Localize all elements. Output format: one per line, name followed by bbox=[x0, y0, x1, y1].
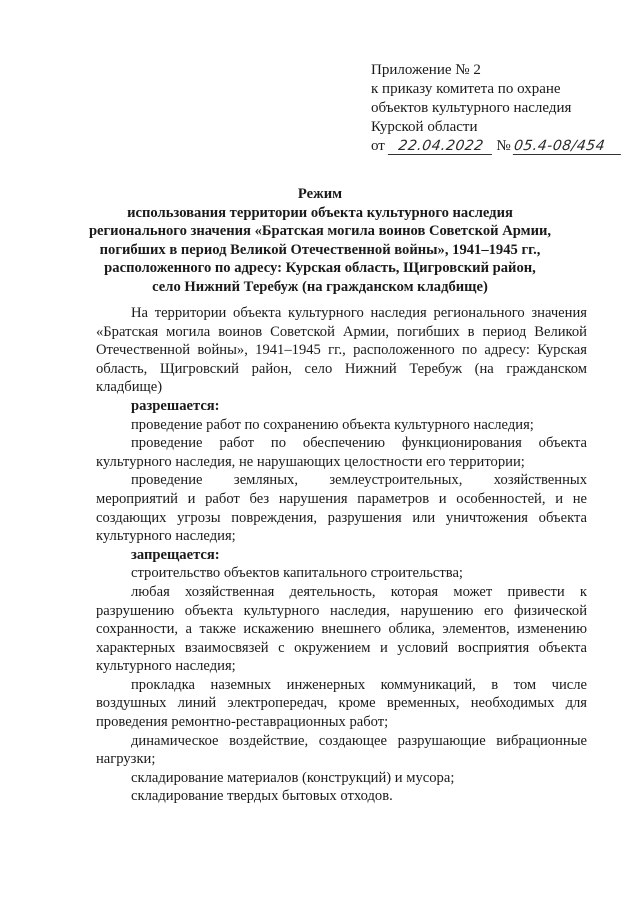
title-line: погибших в период Великой Отечественной войны», 1941–1945 гг., bbox=[99, 241, 541, 258]
allowed-item: проведение земляных, землеустроительных, хозяйственных мероприятий и работ без нарушения параметров и особенностей, и не создающих угрозы повреждения, разрушения или уничтожения объекта культурного наследия; bbox=[96, 472, 587, 545]
document-title bbox=[60, 185, 580, 297]
allowed-item: проведение работ по обеспечению функционирования объекта культурного наследия, не нарушающих целостности его территории; bbox=[96, 435, 587, 470]
number-prefix: № bbox=[496, 138, 511, 154]
forbidden-item: складирование материалов (конструкций) и мусора; bbox=[131, 769, 455, 786]
date-prefix: от bbox=[371, 138, 385, 154]
appendix-committee: объектов культурного наследия bbox=[371, 100, 572, 116]
title-line: регионального значения «Братская могила воинов Советской Армии, bbox=[88, 223, 552, 240]
intro-paragraph: На территории объекта культурного наследия регионального значения «Братская могила воинов Советской Армии, погибших в период Великой Отечественной войны», 1941–1945 гг., расположенного по адресу: Курская область, Щигровский район, село Нижний Теребуж (на гражданском кладбище) bbox=[96, 305, 587, 396]
title-line: Режим bbox=[297, 186, 343, 202]
forbidden-item: строительство объектов капитального строительства; bbox=[131, 565, 463, 582]
appendix-number: Приложение № 2 bbox=[371, 62, 481, 78]
appendix-header bbox=[371, 61, 621, 156]
allowed-item: проведение работ по сохранению объекта культурного наследия; bbox=[131, 416, 534, 433]
forbidden-item: любая хозяйственная деятельность, которая может привести к разрушению объекта культурного наследия, нарушению его физической сохранности, а также искажению внешнего облика, элементов, изменению характерных взаимосвязей с окружением и условий восприятия объекта культурного наследия; bbox=[96, 583, 587, 675]
title-line: село Нижний Теребуж (на гражданском кладбище) bbox=[152, 278, 488, 295]
appendix-region: Курской области bbox=[371, 119, 478, 135]
title-line: использования территории объекта культурного наследия bbox=[127, 204, 513, 221]
forbidden-item: прокладка наземных инженерных коммуникаций, в том числе воздушных линий электропередач, кроме временных, необходимых для проведения ремонтно-реставрационных работ; bbox=[96, 676, 587, 731]
appendix-order-ref: к приказу комитета по охране bbox=[371, 81, 561, 97]
title-line: расположенного по адресу: Курская область, Щигровский район, bbox=[104, 260, 536, 277]
handwritten-order-number: 05.4-08/454 bbox=[513, 138, 623, 155]
allowed-heading: разрешается: bbox=[131, 397, 220, 414]
forbidden-heading: запрещается: bbox=[131, 546, 220, 563]
document-body bbox=[96, 304, 587, 806]
forbidden-item: динамическое воздействие, создающее разрушающие вибрационные нагрузки; bbox=[96, 732, 587, 768]
order-date-number bbox=[371, 137, 621, 156]
handwritten-date: 22.04.2022 bbox=[387, 138, 493, 155]
forbidden-item: складирование твердых бытовых отходов. bbox=[131, 788, 393, 805]
